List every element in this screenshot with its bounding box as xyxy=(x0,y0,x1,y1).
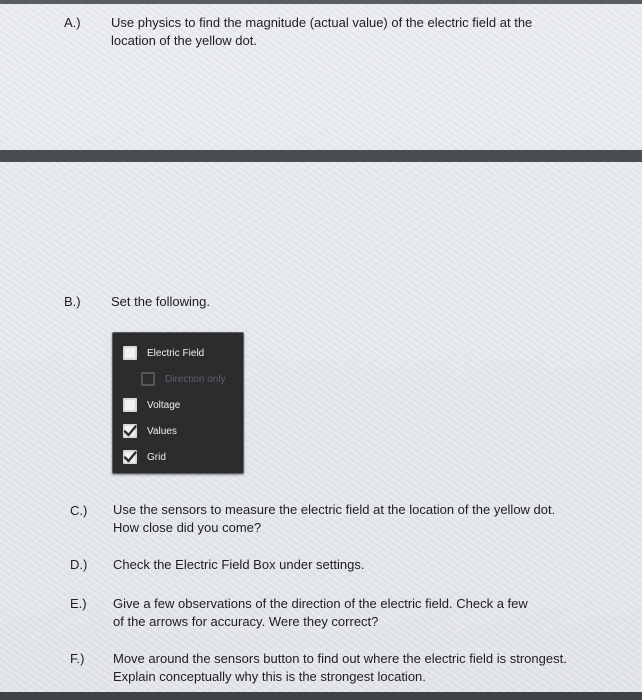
direction-only-checkbox xyxy=(141,372,155,386)
section-b-text-line1: Set the following. xyxy=(111,294,211,309)
top-edge-bar xyxy=(0,0,642,4)
direction-only-option xyxy=(123,370,226,388)
section-c-text-line1: Use the sensors to measure the electric field at the location of the yellow dot. xyxy=(113,502,556,517)
electric-field-checkbox[interactable] xyxy=(123,346,137,360)
bottom-edge-bar xyxy=(0,692,642,700)
section-b-letter: B.) xyxy=(64,294,81,309)
settings-panel xyxy=(112,332,244,474)
section-e-letter: E.) xyxy=(70,596,87,611)
grid-label: Grid xyxy=(147,451,166,463)
section-a-letter: A.) xyxy=(64,15,81,30)
direction-only-label: Direction only xyxy=(165,373,226,385)
section-f-text-line1: Move around the sensors button to find out where the electric field is strongest. xyxy=(113,651,567,666)
section-d-text-line1: Check the Electric Field Box under settings. xyxy=(113,557,365,572)
values-checkbox[interactable] xyxy=(123,424,137,438)
electric-field-label: Electric Field xyxy=(147,347,205,359)
section-c-letter: C.) xyxy=(70,503,88,518)
voltage-checkbox[interactable] xyxy=(123,398,137,412)
electric-field-option[interactable] xyxy=(123,344,204,362)
section-a-text-line1: Use physics to find the magnitude (actual value) of the electric field at the xyxy=(111,15,533,30)
section-divider xyxy=(0,150,642,162)
voltage-option[interactable] xyxy=(123,396,180,414)
checkmark-icon xyxy=(123,424,137,438)
checkmark-icon xyxy=(123,450,137,464)
section-a-text-line2: location of the yellow dot. xyxy=(111,33,257,48)
section-f-text-line2: Explain conceptually why this is the strongest location. xyxy=(113,669,426,684)
values-label: Values xyxy=(147,425,177,437)
section-d-letter: D.) xyxy=(70,557,88,572)
grid-option[interactable] xyxy=(123,448,166,466)
section-e-text-line2: of the arrows for accuracy. Were they correct? xyxy=(113,614,379,629)
section-c-text-line2: How close did you come? xyxy=(113,520,262,535)
section-f-letter: F.) xyxy=(70,651,85,666)
values-option[interactable] xyxy=(123,422,177,440)
section-e-text-line1: Give a few observations of the direction of the electric field. Check a few xyxy=(113,596,528,611)
voltage-label: Voltage xyxy=(147,399,181,411)
grid-checkbox[interactable] xyxy=(123,450,137,464)
